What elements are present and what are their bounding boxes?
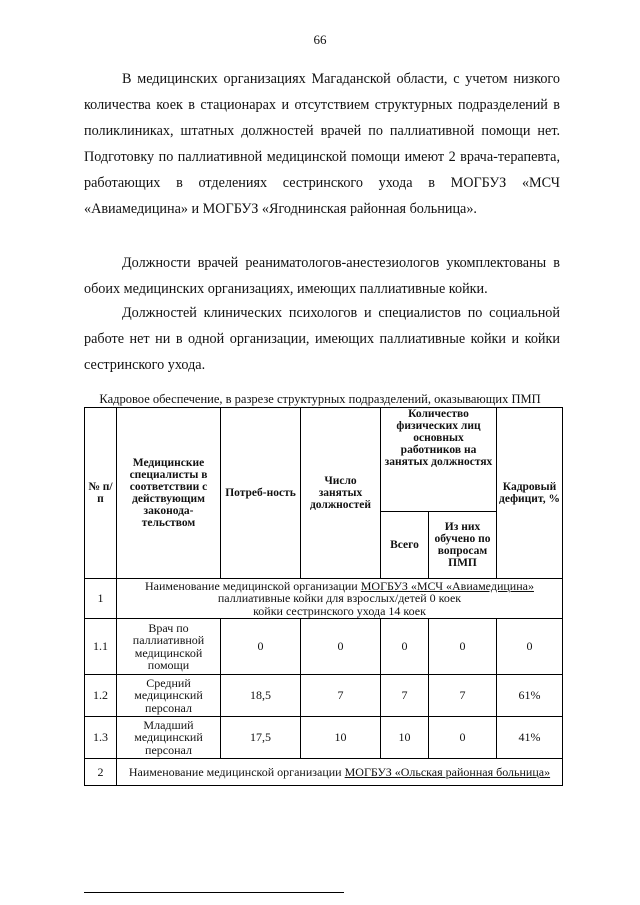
header-row-1	[85, 408, 563, 512]
row-total: 0	[381, 619, 429, 675]
header-positions: Число занятых должностей	[301, 408, 381, 579]
table-row	[85, 675, 563, 717]
paragraph-2	[84, 250, 560, 302]
row-trained: 7	[429, 675, 497, 717]
row-need: 0	[221, 619, 301, 675]
table-row	[85, 619, 563, 675]
org-1-info	[117, 579, 563, 619]
row-num: 1.2	[85, 675, 117, 717]
org-2-num: 2	[85, 759, 117, 786]
row-specialist: Врач по паллиативной медицинской помощи	[117, 619, 221, 675]
row-num: 1.1	[85, 619, 117, 675]
row-positions: 0	[301, 619, 381, 675]
org-row-2	[85, 759, 563, 786]
org-row-1	[85, 579, 563, 619]
row-positions: 10	[301, 717, 381, 759]
org-1-beds-nursing: койки сестринского ухода 14 коек	[253, 603, 426, 618]
row-deficit: 61%	[497, 675, 563, 717]
paragraph-3	[84, 300, 560, 378]
header-trained: Из них обучено по вопросам ПМП	[429, 512, 497, 579]
footnote-rule	[84, 892, 344, 893]
row-deficit: 0	[497, 619, 563, 675]
row-deficit: 41%	[497, 717, 563, 759]
org-1-label: Наименование медицинской организации	[145, 578, 358, 593]
staffing-table	[84, 407, 563, 786]
header-deficit: Кадровый дефицит, %	[497, 408, 563, 579]
paragraph-2-text: Должности врачей реаниматологов-анестезиологов укомплектованы в обоих медицинских организациях, имеющих паллиативные койки.	[84, 255, 560, 297]
row-positions: 7	[301, 675, 381, 717]
row-need: 17,5	[221, 717, 301, 759]
row-need: 18,5	[221, 675, 301, 717]
header-specialists: Медицинские специалисты в соответствии с действующим законода-тельством	[117, 408, 221, 579]
header-total: Всего	[381, 512, 429, 579]
paragraph-3-text: Должностей клинических психологов и специалистов по социальной работе нет ни в одной организации, имеющих паллиативные койки и койки сестринского ухода.	[84, 305, 560, 373]
row-trained: 0	[429, 717, 497, 759]
row-num: 1.3	[85, 717, 117, 759]
row-total: 10	[381, 717, 429, 759]
paragraph-1	[84, 66, 560, 222]
table-row	[85, 717, 563, 759]
row-specialist: Младший медицинский персонал	[117, 717, 221, 759]
org-1-beds-palliative: паллиативные койки для взрослых/детей 0 коек	[217, 591, 462, 606]
page-number: 66	[313, 32, 327, 47]
row-trained: 0	[429, 619, 497, 675]
paragraph-1-text: В медицинских организациях Магаданской области, с учетом низкого количества коек в стационарах и отсутствием структурных подразделений в поликлиниках, штатных должностей врачей по паллиативной помощи нет. Подготовку по паллиативной медицинской помощи имеют 2 врача-терапевта, работающих в отделениях сестринского ухода в МОГБУЗ «МСЧ «Авиамедицина» и МОГБУЗ «Ягоднинская районная больница».	[84, 71, 560, 217]
header-num: № п/п	[85, 408, 117, 579]
org-1-num: 1	[85, 579, 117, 619]
org-2-info	[117, 759, 563, 786]
header-persons-group: Количество физических лиц основных работников на занятых должностях	[381, 408, 497, 512]
row-specialist: Средний медицинский персонал	[117, 675, 221, 717]
row-total: 7	[381, 675, 429, 717]
table-caption: Кадровое обеспечение, в разрезе структурных подразделений, оказывающих ПМП	[99, 392, 541, 406]
org-1-name: МОГБУЗ «МСЧ «Авиамедицина»	[360, 578, 534, 593]
header-need: Потреб-ность	[221, 408, 301, 579]
org-2-name: МОГБУЗ «Ольская районная больница»	[344, 764, 551, 779]
org-2-label: Наименование медицинской организации	[128, 764, 342, 779]
